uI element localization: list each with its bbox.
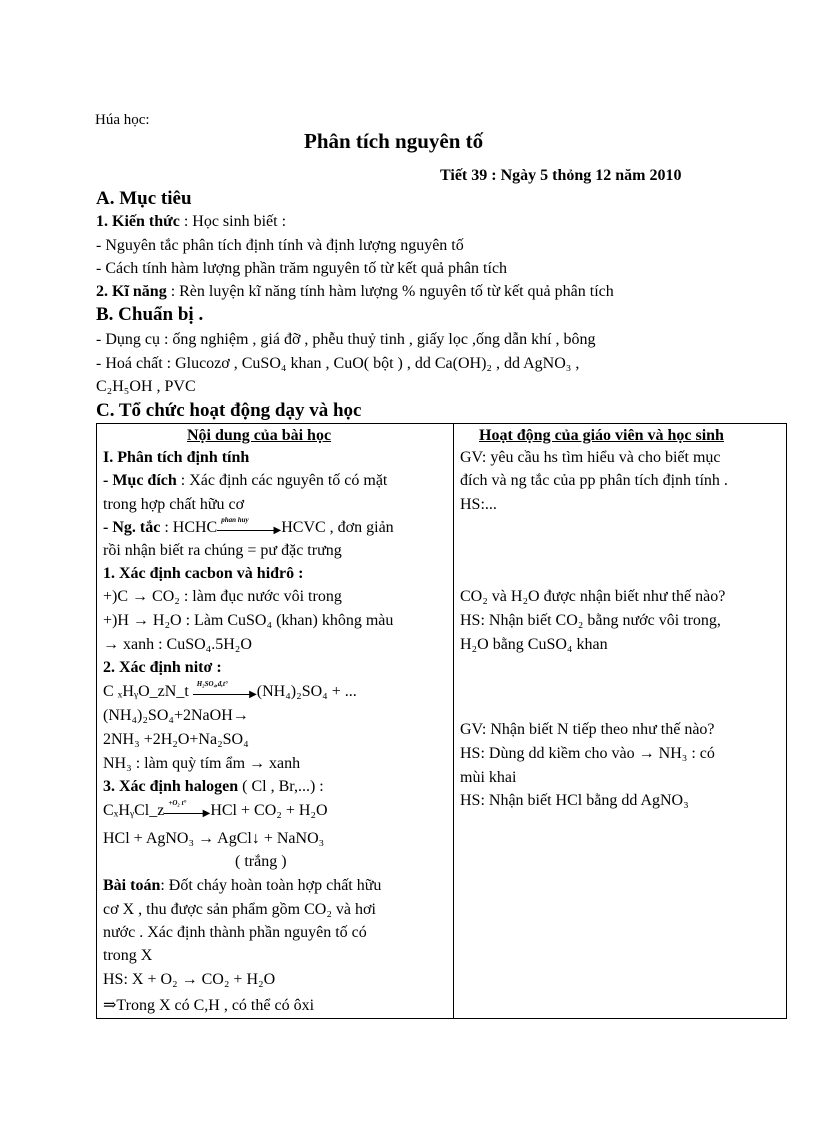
col1-header: Nội dung của bài học — [187, 427, 332, 444]
subject-label: Húa học: — [95, 112, 150, 128]
content-line: HCl + AgNO₃ → AgCl↓ + NaNO₃ — [103, 830, 325, 847]
arrow-condition: phan huy — [221, 516, 249, 525]
purpose-text: : Xác định các nguyên tố có mặt — [176, 472, 388, 489]
col2-header: Hoạt động của giáo viên và học sinh — [479, 427, 724, 444]
arrow-condition: +O₂ t° — [168, 799, 187, 808]
activity-line: CO₂ và H₂O được nhận biết như thế nào? — [460, 588, 726, 605]
section-b-heading: B. Chuẩn bị . — [96, 304, 204, 325]
content-line — [103, 799, 328, 820]
principle-text-2: HCVC , đơn giản — [281, 519, 394, 536]
activity-column — [454, 424, 787, 1019]
exercise-label: Bài toán — [103, 877, 161, 894]
lesson-table — [96, 423, 787, 1019]
purpose-label: - Mục đích — [103, 472, 177, 489]
activity-line: GV: Nhận biết N tiếp theo như thế nào? — [460, 721, 715, 738]
content-line: HS: X + O₂ → CO₂ + H₂O — [103, 971, 276, 988]
content-line: +)C → CO₂ : làm đục nước vôi trong — [103, 588, 342, 605]
reaction-arrow: H₂SO₄,đ,t° ▶ — [193, 686, 257, 698]
halogen-label: 3. Xác định halogen — [103, 778, 239, 795]
page-title: Phân tích nguyên tố — [304, 129, 484, 153]
section-a-heading: A. Mục tiêu — [96, 188, 192, 209]
lesson-info: Tiết 39 : Ngày 5 thỏng 12 năm 2010 — [440, 167, 682, 184]
reactant: CₓHᵧCl_z — [103, 802, 165, 819]
chemicals-line: - Hoá chất : Glucozơ , CuSO₄ khan , CuO( bột ) , dd Ca(OH)₂ , dd AgNO₃ , — [96, 355, 580, 372]
knowledge-label: 1. Kiến thức — [96, 213, 180, 230]
content-line: trong hợp chất hữu cơ — [103, 496, 245, 513]
content-line: 2. Xác định nitơ : — [103, 659, 222, 676]
skill-label: 2. Kĩ năng — [96, 283, 167, 300]
activity-line: GV: yêu cầu hs tìm hiểu và cho biết mục — [460, 449, 721, 466]
activity-line: HS: Dùng dd kiềm cho vào → NH₃ : có — [460, 745, 715, 762]
activity-line: HS:... — [460, 496, 497, 513]
activity-line: đích và ng tắc của pp phân tích định tính . — [460, 472, 728, 489]
content-column — [97, 424, 454, 1019]
content-line: NH₃ : làm quỳ tím ẩm → xanh — [103, 755, 301, 772]
content-line — [103, 778, 324, 796]
activity-line: H₂O bằng CuSO₄ khan — [460, 636, 608, 653]
activity-line: mùi khai — [460, 769, 517, 786]
principle-text: : HCHC — [160, 519, 218, 536]
content-line — [103, 877, 381, 895]
skill-text: : Rèn luyện kĩ năng tính hàm lượng % nguyên tố từ kết quả phân tích — [166, 283, 614, 300]
tools-line: - Dụng cụ : ống nghiệm , giá đỡ , phễu thuỷ tinh , giấy lọc ,ống dẫn khí , bông — [96, 331, 596, 348]
activity-line: HS: Nhận biết HCl bằng dd AgNO₃ — [460, 792, 689, 809]
content-line: +)H → H₂O : Làm CuSO₄ (khan) không màu — [103, 612, 394, 629]
knowledge-text: : Học sinh biết : — [179, 213, 287, 230]
section-c-heading: C. Tổ chức hoạt động dạy và học — [96, 400, 362, 421]
content-line: rồi nhận biết ra chúng = pư đặc trưng — [103, 542, 342, 559]
arrow-condition: H₂SO₄,đ,t° — [196, 680, 228, 689]
content-line: 2NH₃ +2H₂O+Na₂SO₄ — [103, 731, 249, 748]
content-line: → xanh : CuSO₄.5H₂O — [103, 636, 252, 653]
content-line: trong X — [103, 947, 153, 964]
activity-line: HS: Nhận biết CO₂ bằng nước vôi trong, — [460, 612, 721, 629]
objective-line-1: - Nguyên tắc phân tích định tính và định lượng nguyên tố — [96, 237, 464, 254]
chemicals-line-2: C₂H₅OH , PVC — [96, 378, 196, 395]
reaction-arrow: phan huy ▶ — [217, 522, 281, 534]
exercise-text: : Đốt cháy hoàn toàn hợp chất hữu — [160, 877, 382, 894]
skill-line — [96, 283, 614, 301]
principle-label: - Ng. tắc — [103, 519, 161, 536]
content-line — [103, 472, 387, 490]
knowledge-line — [96, 213, 286, 231]
objective-line-2: - Cách tính hàm lượng phần trăm nguyên tố từ kết quả phân tích — [96, 260, 508, 277]
content-line: cơ X , thu được sản phẩm gồm CO₂ và hơi — [103, 901, 376, 918]
content-line — [103, 680, 357, 701]
content-line — [103, 516, 394, 537]
content-line: 1. Xác định cacbon và hiđrô : — [103, 565, 304, 582]
content-line: I. Phân tích định tính — [103, 449, 250, 466]
content-line: ( trắng ) — [235, 853, 287, 870]
reaction-arrow: +O₂ t° ▶ — [164, 805, 210, 817]
content-line: nước . Xác định thành phần nguyên tố có — [103, 924, 367, 941]
product: HCl + CO₂ + H₂O — [210, 802, 328, 819]
content-line: ⇒Trong X có C,H , có thể có ôxi — [103, 997, 315, 1014]
product: (NH₄)₂SO₄ + ... — [256, 683, 357, 700]
content-line: (NH₄)₂SO₄+2NaOH→ — [103, 707, 249, 724]
reactant: C ₓHᵧO_zN_t — [103, 683, 189, 700]
halogen-text: ( Cl , Br,...) : — [238, 778, 324, 795]
